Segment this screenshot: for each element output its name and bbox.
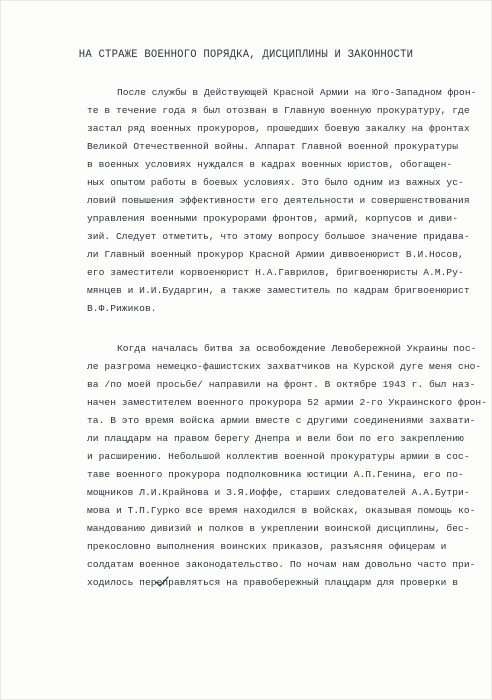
paragraph-line: В.Ф.Рижиков. (87, 303, 157, 314)
paragraph-line: солдатам военное законодательство. По ночам нам довольно часто при- (87, 559, 476, 570)
paragraph-line: мянцев и И.И.Бударгин, а также заместитель по кадрам бригвоенюрист (87, 285, 470, 296)
paragraph-line: ва /по моей просьбе/ направили на фронт. В октябре 1943 г. был наз- (87, 379, 476, 390)
paragraph-line: После службы в Действующей Красной Армии на Юго-Западном фрон- (117, 87, 477, 98)
paragraph-line: мощников Л.И.Крайнова и З.Я.Иоффе, старших следователей А.А.Бутри- (87, 487, 470, 498)
paragraph-line: те в течение года я был отозван в Главную военную прокуратуру, где (87, 105, 470, 116)
paragraph-line: Великой Отечественной войны. Аппарат Главной военной прокуратуры (87, 141, 459, 152)
handwritten-correction-mark (154, 575, 170, 589)
paragraph-line: ли плацдарм на правом берегу Днепра и вели бои по его закреплению (87, 433, 464, 444)
paragraph-line: и расширению. Небольшой коллектив военной прокуратуры армии в сос- (87, 451, 470, 462)
paragraph-line: в военных условиях нуждался в кадрах военных юристов, обогащен- (87, 159, 453, 170)
paragraph-line: та. В это время войска армии вместе с другими соединениями захвати- (87, 415, 476, 426)
document-title: НА СТРАЖЕ ВОЕННОГО ПОРЯДКА, ДИСЦИПЛИНЫ И ЗАКОННОСТИ (78, 49, 414, 61)
paragraph-line: управления военными прокурорами фронтов, армий, корпусов и диви- (87, 213, 459, 224)
paragraph-line: мандованию дивизий и полков в укреплении воинской дисциплины, бес- (87, 523, 470, 534)
paragraph-line: прекословно выполнения воинских приказов, разъясняя офицерам и (87, 541, 447, 552)
paragraph-line: ных опытом работы в боевых условиях. Это было одним из важных ус- (87, 177, 464, 188)
paragraph-line: ловий повышения эффективности его деятельности и совершенствования (87, 195, 470, 206)
paragraph-line: зий. Следует отметить, что этому вопросу большое значение придава- (87, 231, 470, 242)
paragraph-line: застал ряд военных прокуроров, прошедших боевую закалку на фронтах (87, 123, 470, 134)
paragraph-line: начен заместителем военного прокурора 52 армии 2-го Украинского фрон- (87, 397, 488, 408)
paragraph-line: мова и Т.П.Гурко все время находился в войсках, оказывая помощь ко- (87, 505, 476, 516)
paragraph-line: таве военного прокурора подполковника юстиции А.П.Генина, его по- (87, 469, 464, 480)
paragraph-line: ходилось переправляться на правобережный плацдарм для проверки в (87, 577, 459, 588)
paragraph-line: ли Главный военный прокурор Красной Армии диввоенюрист В.И.Носов, (87, 249, 464, 260)
paragraph-line: ле разгрома немецко-фашистских захватчиков на Курской дуге меня сно- (87, 361, 482, 372)
paragraph-line: его заместители корвоенюрист Н.А.Гаврилов, бригвоенюристы А.М.Ру- (87, 267, 464, 278)
paragraph-line: Когда началась битва за освобождение Левобережной Украины пос- (117, 343, 477, 354)
